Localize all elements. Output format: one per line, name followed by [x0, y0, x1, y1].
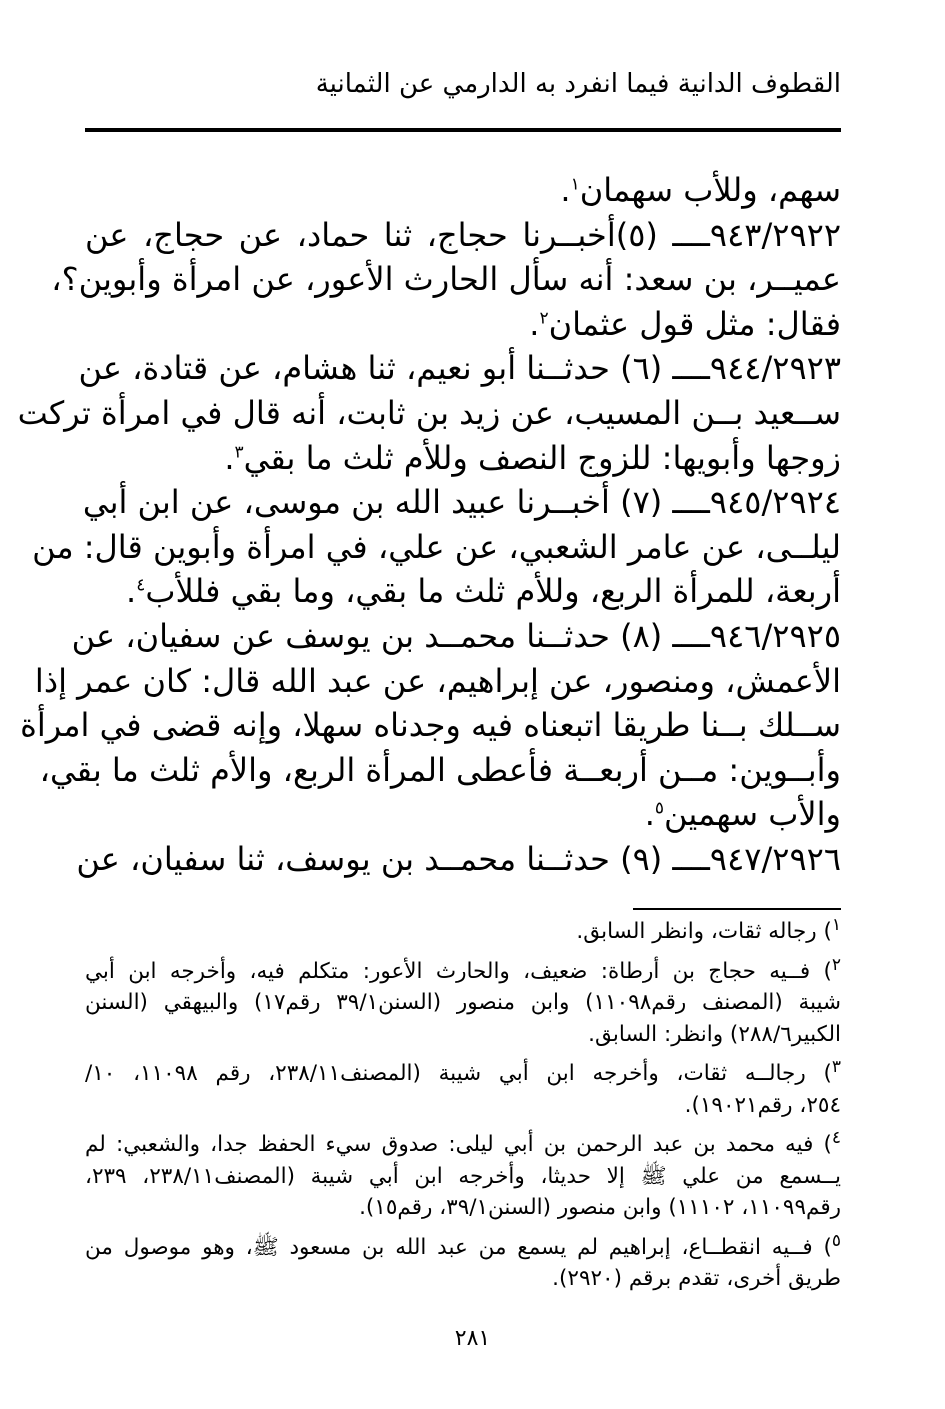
line-text: أربعة، للمرأة الربع، وللأم ثلث ما بقي، وما بقي فللأب	[145, 572, 841, 611]
footnote-5	[85, 1232, 841, 1295]
text-line: ٩٤٧/٢٩٢٦ــــ (٩) حدثــنا محمــد بن يوسف، ثنا سفيان، عن	[76, 839, 841, 878]
text-line	[85, 302, 841, 347]
line-tail: .	[224, 438, 235, 477]
footnote-marker[interactable]: ٤	[136, 575, 146, 596]
footnotes-section	[85, 916, 841, 1303]
text-line: عميــر، بن سعد: أنه سأل الحارث الأعور، عن امرأة وأبوين؟،	[51, 260, 841, 299]
footnote-line: $^١$) رجاله ثقات، وانظر السابق.	[576, 914, 841, 944]
footnote-marker[interactable]: ١	[570, 174, 580, 195]
footnote-text: رجالــه ثقات، وأخرجه ابن أبي شيبة (المصنف٢٣٨/١١، رقم ١١٠٩٨، ١٠/	[85, 1061, 806, 1086]
running-head-title: القطوف الدانية فيما انفرد به الدارمي عن الثمانية	[315, 69, 841, 99]
footnote-marker[interactable]: ٢	[539, 308, 549, 329]
text-line	[85, 569, 841, 614]
footnote-text: فــيه حجاج بن أرطاة: ضعيف، والحارث الأعور: متكلم فيه، وأخرجه ابن أبي	[85, 958, 811, 984]
line-text: زوجها وأبويها: للزوج النصف وللأم ثلث ما بقي	[243, 438, 841, 477]
line-tail: .	[560, 171, 571, 209]
footnote-text: فــيه انقطــاع، إبراهيم لم يسمع من عبد الله بن مسعود ﷺ، وهو موصول من	[85, 1234, 813, 1260]
footnote-line: يــسمع من علي ﷺ إلا حديثا، وأخرجه ابن أبي شيبة (المصنف٢٣٨/١١، ٢٣٩،	[85, 1163, 842, 1189]
footnote-line: $^٤$) فيه محمد بن عبد الرحمن بن أبي ليلى: صدوق سيء الحفظ جدا، والشعبي: لم	[85, 1127, 841, 1157]
line-text: سهم، وللأب سهمان	[579, 171, 841, 209]
footnote-line: الكبير٢٨٨/٦) وانظر: السابق.	[588, 1021, 841, 1047]
text-line: وأبــوين: مــن أربعــة فأعطى المرأة الربع، والأم ثلث ما بقي،	[39, 750, 841, 789]
footnote-line: رقم١١٠٩٩، ١١١٠٢) وابن منصور (السنن٣٩/١، رقم١٥).	[359, 1195, 841, 1220]
footnote-number: ٢	[831, 954, 841, 975]
footnote-number: ٣	[831, 1056, 841, 1077]
header-rule	[85, 128, 841, 132]
footnote-4	[85, 1129, 841, 1224]
footnote-separator	[633, 908, 841, 910]
line-text: والأب سهمين	[664, 795, 841, 834]
footnote-number: ٥	[831, 1230, 841, 1251]
text-line: ٩٤٥/٢٩٢٤ــــ (٧) أخبــرنا عبيد الله بن موسى، عن ابن أبي	[82, 483, 841, 522]
footnote-line: $^٣$) رجالــه ثقات، وأخرجه ابن أبي شيبة (المصنف٢٣٨/١١، رقم ١١٠٩٨، ١٠/	[85, 1056, 841, 1086]
footnote-text: فيه محمد بن عبد الرحمن بن أبي ليلى: صدوق سيء الحفظ جدا، والشعبي: لم	[85, 1132, 814, 1157]
footnote-1	[85, 916, 841, 948]
footnote-number: ٤	[831, 1127, 841, 1148]
text-line: ســلك بــنا طريقا اتبعناه فيه وجدناه سهلا، وإنه قضى في امرأة	[20, 706, 841, 745]
footnote-2	[85, 956, 841, 1051]
footnote-line: $^٢$) فــيه حجاج بن أرطاة: ضعيف، والحارث الأعور: متكلم فيه، وأخرجه ابن أبي	[85, 954, 841, 984]
text-line	[85, 436, 841, 481]
main-text	[17, 168, 842, 882]
text-line: الأعمش، ومنصور، عن إبراهيم، عن عبد الله قال: كان عمر إذا	[34, 661, 841, 700]
line-text: فقال: مثل قول عثمان	[548, 304, 841, 343]
footnote-line: ٢٥٤، رقم١٩٠٢١).	[684, 1092, 841, 1118]
page-number: ٢٨١	[454, 1326, 491, 1351]
text-line: ٩٤٤/٢٩٢٣ــــ (٦) حدثــنا أبو نعيم، ثنا هشام، عن قتادة، عن	[78, 349, 841, 388]
footnote-number: ١	[831, 914, 841, 935]
text-line: ٩٤٣/٢٩٢٢ــــ (٥)أخبــرنا حجاج، ثنا حماد، عن حجاج، عن	[85, 215, 842, 254]
text-line	[85, 168, 841, 213]
footnote-marker[interactable]: ٥	[654, 798, 665, 819]
footnote-marker[interactable]: ٣	[234, 441, 244, 462]
text-line: ليلــى، عن عامر الشعبي، عن علي، في امرأة وأبوين قال: من	[32, 527, 841, 566]
line-tail: .	[529, 304, 540, 343]
footnote-line: شيبة (المصنف رقم١١٠٩٨) وابن منصور (السنن٣٩/١ رقم١٧) والبيهقي (السنن	[85, 990, 841, 1015]
line-tail: .	[126, 572, 137, 611]
text-line	[85, 792, 841, 837]
footnote-text: رجاله ثقات، وانظر السابق.	[576, 919, 817, 944]
text-line: ســعيد بــن المسيب، عن زيد بن ثابت، أنه قال في امرأة تركت	[17, 393, 841, 432]
text-line: ٩٤٦/٢٩٢٥ــــ (٨) حدثــنا محمــد بن يوسف عن سفيان، عن	[71, 616, 841, 655]
footnote-3	[85, 1058, 841, 1121]
line-tail: .	[644, 795, 655, 834]
footnote-line: $^٥$) فــيه انقطــاع، إبراهيم لم يسمع من عبد الله بن مسعود ﷺ، وهو موصول من	[85, 1230, 841, 1260]
footnote-line: طريق أخرى، تقدم برقم (٢٩٢٠).	[552, 1266, 841, 1291]
